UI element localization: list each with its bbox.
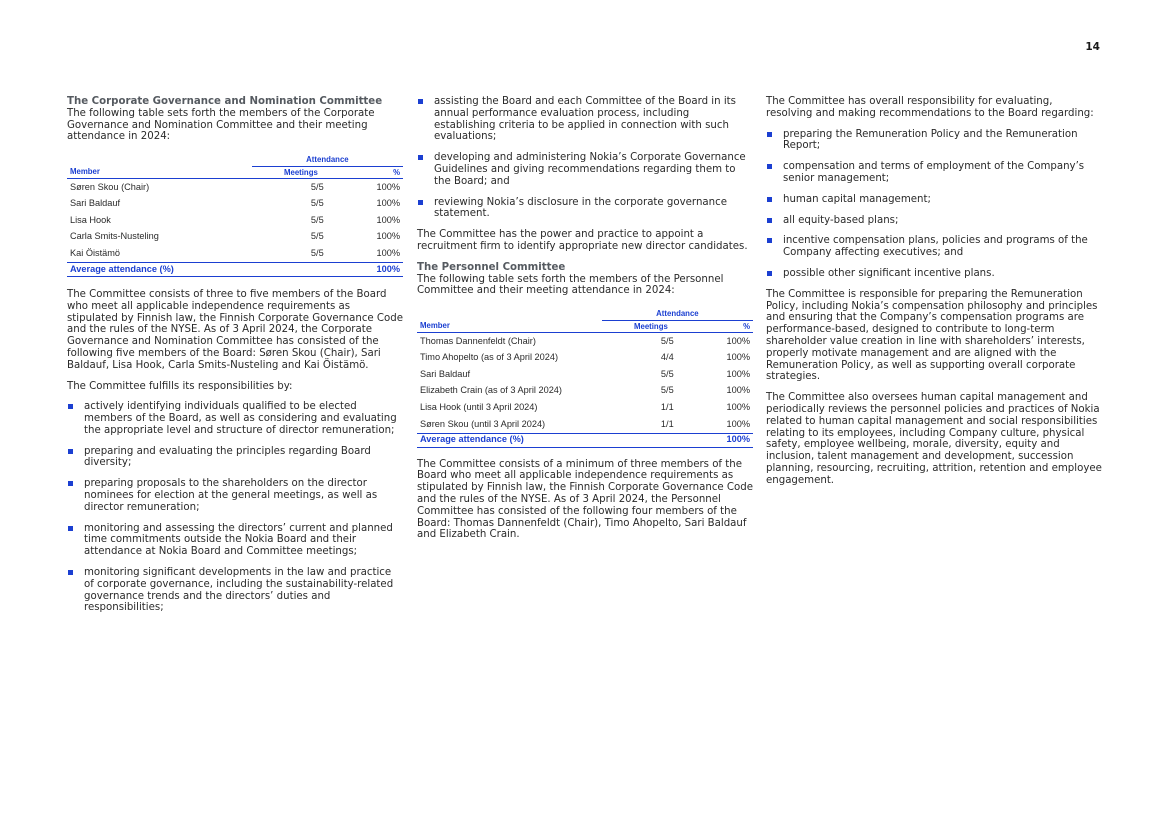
average-label: Average attendance (%): [67, 262, 336, 276]
list-item: preparing the Remuneration Policy and the Remuneration Report;: [766, 129, 1102, 153]
average-value: 100%: [336, 262, 403, 276]
member-cell: Sari Baldauf: [70, 198, 121, 209]
table-row: [67, 179, 403, 196]
list-item: incentive compensation plans, policies and programs of the Company affecting executives; and: [766, 235, 1102, 259]
member-header: Member: [417, 320, 602, 333]
average-row: [67, 262, 403, 276]
member-cell: Søren Skou (until 3 April 2024): [420, 418, 546, 429]
page-number: 14: [1085, 41, 1100, 53]
table-row: [417, 333, 753, 350]
table-row: [417, 366, 753, 383]
list-item: compensation and terms of employment of the Company’s senior management;: [766, 161, 1102, 185]
meetings-header: Meetings: [602, 320, 686, 333]
pct-cell: 100%: [726, 385, 750, 396]
table-intro: The following table sets forth the members of the Personnel Committee and their meeting attendance in 2024:: [417, 273, 724, 297]
pct-header: %: [336, 166, 403, 179]
list-item: assisting the Board and each Committee of the Board in its annual performance evaluation process, including establishing criteria to be applied in connection with such evaluations;: [417, 96, 753, 143]
pct-cell: 100%: [726, 402, 750, 413]
list-item: actively identifying individuals qualified to be elected members of the Board, as well as considering and evaluating the appropriate level and structure of director remuneration;: [67, 401, 403, 436]
table-row: [417, 350, 753, 367]
list-item: preparing proposals to the shareholders on the director nominees for election at the general meetings, as well as director remuneration;: [67, 478, 403, 513]
meetings-cell: 5/5: [310, 247, 324, 258]
list-item: human capital management;: [766, 194, 1102, 206]
list-item: possible other significant incentive plans.: [766, 268, 1102, 280]
pct-cell: 100%: [726, 352, 750, 363]
attendance-group-label: Attendance: [252, 153, 403, 166]
paragraph: The Committee consists of three to five members of the Board who meet all applicable independence requirements as stipulated by Finnish law, the Finnish Corporate Governance Code and the rules of the NYSE. As of 3 April 2024, the Corporate Governance and Nomination Committee has consisted of the following five members of the Board: Søren Skou (Chair), Sari Baldauf, Lisa Hook, Carla Smits-Nusteling and Kai Öistämö.: [67, 288, 404, 371]
member-cell: Søren Skou (Chair): [70, 181, 150, 192]
pct-cell: 100%: [726, 418, 750, 429]
list-item: monitoring and assessing the directors’ current and planned time commitments outside the Nokia Board and their attendance at Nokia Board and Committee meetings;: [67, 523, 403, 558]
table-row: [417, 416, 753, 433]
meetings-cell: 5/5: [660, 385, 674, 396]
bullet-list: [67, 401, 403, 614]
member-cell: Timo Ahopelto (as of 3 April 2024): [420, 352, 559, 363]
bullet-list: [766, 129, 1102, 280]
meetings-cell: 1/1: [660, 402, 674, 413]
member-cell: Carla Smits-Nusteling: [70, 231, 159, 242]
list-item: reviewing Nokia’s disclosure in the corporate governance statement.: [417, 197, 753, 221]
table-row: [67, 246, 403, 263]
average-label: Average attendance (%): [417, 433, 686, 447]
table-row: [417, 383, 753, 400]
list-item: monitoring significant developments in the law and practice of corporate governance, including the sustainability-related governance trends and the directors’ duties and responsibilities;: [67, 567, 403, 614]
table-intro: The following table sets forth the members of the Corporate Governance and Nomination Committee and their meeting attendance in 2024:: [67, 107, 375, 143]
attendance-table: [67, 153, 403, 277]
meetings-cell: 5/5: [310, 181, 324, 192]
attendance-table: [417, 307, 753, 447]
column-3: [766, 96, 1102, 496]
attendance-group-label: Attendance: [602, 307, 753, 320]
pct-cell: 100%: [376, 247, 400, 258]
meetings-cell: 5/5: [310, 231, 324, 242]
member-cell: Elizabeth Crain (as of 3 April 2024): [420, 385, 562, 396]
member-cell: Lisa Hook: [70, 214, 111, 225]
paragraph: The Committee consists of a minimum of three members of the Board who meet all applicable independence requirements as stipulated by Finnish law, the Finnish Corporate Governance Code and the rules of the NYSE. As of 3 April 2024, the Personnel Committee has consisted of the following four members of the Board: Thomas Dannenfeldt (Chair), Timo Ahopelto, Sari Baldauf and Elizabeth Crain.: [417, 458, 754, 541]
meetings-cell: 1/1: [660, 418, 674, 429]
pct-cell: 100%: [376, 214, 400, 225]
paragraph: The Committee has the power and practice to appoint a recruitment firm to identify appropriate new director candidates.: [417, 229, 748, 252]
meetings-cell: 5/5: [310, 214, 324, 225]
average-value: 100%: [686, 433, 753, 447]
pct-header: %: [686, 320, 753, 333]
section-heading: The Corporate Governance and Nomination Committee: [67, 96, 383, 107]
member-cell: Thomas Dannenfeldt (Chair): [420, 335, 536, 346]
member-cell: Kai Öistämö: [70, 247, 121, 258]
pct-cell: 100%: [376, 198, 400, 209]
pct-cell: 100%: [726, 335, 750, 346]
list-item: developing and administering Nokia’s Corporate Governance Guidelines and giving recommendations regarding them to the Board; and: [417, 152, 753, 187]
member-header: Member: [67, 166, 252, 179]
meetings-cell: 5/5: [310, 198, 324, 209]
table-row: [417, 400, 753, 417]
paragraph: The Committee also oversees human capital management and periodically reviews the personnel policies and practices of Nokia related to human capital management and social responsibilities relating to its employees, including Company culture, physical safety, employee wellbeing, morale, diversity, equity and inclusion, talent management and development, succession planning, resourcing, recruiting, attrition, retention and employee engagement.: [766, 392, 1102, 486]
paragraph: The Committee fulfills its responsibilities by:: [67, 380, 293, 392]
paragraph: The Committee has overall responsibility for evaluating, resolving and making recommendations to the Board regarding:: [766, 96, 1094, 119]
pct-cell: 100%: [376, 181, 400, 192]
paragraph: The Committee is responsible for preparing the Remuneration Policy, including Nokia’s compensation philosophy and principles and ensuring that the Company’s compensation programs are performance-based, designed to contribute to long-term shareholder value creation in line with shareholders’ interests, properly motivate management and are aligned with the Remuneration Policy, as well as supporting overall corporate strategies.: [766, 288, 1098, 383]
average-row: [417, 433, 753, 447]
pct-cell: 100%: [376, 231, 400, 242]
section-heading: The Personnel Committee: [417, 261, 566, 273]
bullet-list: [417, 96, 753, 220]
table-row: [67, 229, 403, 246]
column-2: [417, 96, 753, 550]
list-item: all equity-based plans;: [766, 215, 1102, 227]
pct-cell: 100%: [726, 368, 750, 379]
list-item: preparing and evaluating the principles regarding Board diversity;: [67, 446, 403, 470]
member-cell: Lisa Hook (until 3 April 2024): [420, 402, 538, 413]
meetings-cell: 5/5: [660, 335, 674, 346]
table-row: [67, 196, 403, 213]
meetings-header: Meetings: [252, 166, 336, 179]
meetings-cell: 5/5: [660, 368, 674, 379]
member-cell: Sari Baldauf: [420, 368, 471, 379]
column-1: [67, 96, 403, 623]
table-row: [67, 212, 403, 229]
meetings-cell: 4/4: [660, 352, 674, 363]
